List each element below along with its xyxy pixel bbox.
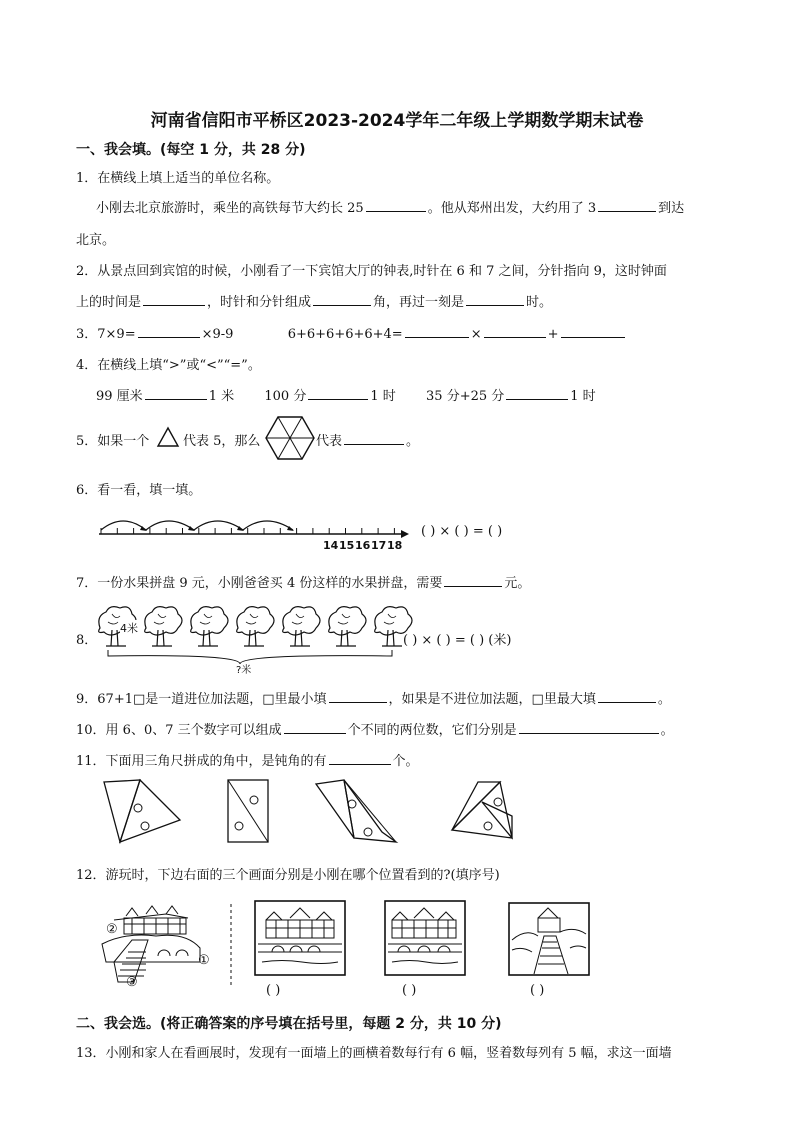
question-9: 9．67+1□是一道进位加法题，□里最小填 ，如果是不进位加法题，□里最大填 。 (76, 688, 671, 707)
answer-blank[interactable] (466, 292, 524, 306)
answer-blank[interactable] (561, 324, 625, 338)
answer-blank[interactable] (519, 720, 659, 734)
position-2-label: ② (106, 922, 118, 937)
question-1-stem: 1．在横线上填上适当的单位名称。 (76, 171, 280, 186)
answer-blank[interactable] (138, 324, 200, 338)
question-11: 11．下面用三角尺拼成的角中，是钝角的有 个。 (76, 750, 419, 769)
answer-blank[interactable] (145, 386, 207, 400)
answer-blank[interactable] (598, 689, 656, 703)
question-5-b: 代表 5，那么 (183, 434, 261, 449)
question-13-line1: 13．小刚和家人在看画展时，发现有一面墙上的画横着数每行有 6 幅，竖着数每列有 5 幅，求这一面墙 (76, 1046, 672, 1061)
question-5-c: 代表 。 (316, 430, 419, 449)
answer-blank[interactable] (344, 431, 404, 445)
tree-icon (283, 607, 320, 646)
view-picture-1 (254, 900, 346, 976)
answer-blank[interactable] (405, 324, 469, 338)
answer-blank[interactable] (329, 751, 391, 765)
question-6-stem: 6．看一看，填一填。 (76, 483, 202, 498)
question-1-line: 小刚去北京旅游时，乘坐的高铁每节大约长 25 。他从郑州出发，大约用了 3 到达 (96, 197, 684, 216)
section-heading-fill: 一、我会填。(每空 1 分，共 28 分) (76, 142, 306, 158)
answer-paren-1[interactable]: ( ) (266, 983, 281, 998)
answer-blank[interactable] (444, 573, 502, 587)
question-1-line2: 北京。 (76, 233, 116, 248)
question-2-line1: 2．从景点回到宾馆的时候，小刚看了一下宾馆大厅的钟表,时针在 6 和 7 之间，分针指向 9，这时钟面 (76, 264, 667, 279)
triangle-icon (156, 426, 180, 448)
answer-blank[interactable] (308, 386, 368, 400)
question-10: 10．用 6、0、7 三个数字可以组成 个不同的两位数，它们分别是 。 (76, 719, 674, 738)
question-8-formula[interactable]: ( ) × ( ) = ( ) (米) (403, 633, 512, 648)
question-3: 3．7×9= ×9-9 6+6+6+6+6+4= × + (76, 323, 627, 342)
pavilion-overview-figure (96, 900, 236, 992)
view-picture-2 (384, 900, 466, 976)
tree-icon (237, 607, 274, 646)
answer-blank[interactable] (484, 324, 546, 338)
question-2-line2: 上的时间是 ，时针和分针组成 角，再过一刻是 时。 (76, 291, 552, 310)
answer-blank[interactable] (366, 198, 426, 212)
answer-blank[interactable] (143, 292, 205, 306)
number-line-labels: 1415161718 (323, 539, 403, 552)
answer-blank[interactable] (284, 720, 346, 734)
answer-paren-3[interactable]: ( ) (530, 983, 545, 998)
question-7: 7．一份水果拼盘 9 元，小刚爸爸买 4 份这样的水果拼盘，需要 元。 (76, 572, 530, 591)
hexagon-icon (265, 414, 315, 462)
answer-paren-2[interactable]: ( ) (402, 983, 417, 998)
answer-blank[interactable] (329, 689, 387, 703)
view-picture-3 (508, 902, 590, 976)
answer-blank[interactable] (598, 198, 656, 212)
question-8-num: 8． (76, 633, 98, 648)
tree-icon (145, 607, 182, 646)
divider-dashed (229, 904, 233, 986)
answer-blank[interactable] (313, 292, 371, 306)
question-12-stem: 12．游玩时，下边右面的三个画面分别是小刚在哪个位置看到的?(填序号) (76, 868, 500, 883)
tree-distance-label: 4米 (120, 622, 138, 635)
tree-icon (191, 607, 228, 646)
answer-blank[interactable] (506, 386, 568, 400)
question-4-stem: 4．在横线上填“>”或“<”“=”。 (76, 358, 261, 373)
tree-icon (329, 607, 366, 646)
set-squares-figure (100, 776, 540, 846)
page-title: 河南省信阳市平桥区2023-2024学年二年级上学期数学期末试卷 (150, 111, 644, 131)
section-heading-choice: 二、我会选。(将正确答案的序号填在括号里，每题 2 分，共 10 分) (76, 1016, 502, 1032)
total-distance-label: ?米 (236, 665, 252, 676)
question-4-items: 99 厘米 1 米 100 分 1 时 35 分+25 分 1 时 (96, 385, 596, 404)
position-1-label: ① (198, 953, 210, 968)
position-3-label: ③ (126, 975, 138, 990)
question-5-a: 5．如果一个 (76, 434, 150, 449)
question-6-formula[interactable]: ( ) × ( ) = ( ) (421, 524, 503, 539)
